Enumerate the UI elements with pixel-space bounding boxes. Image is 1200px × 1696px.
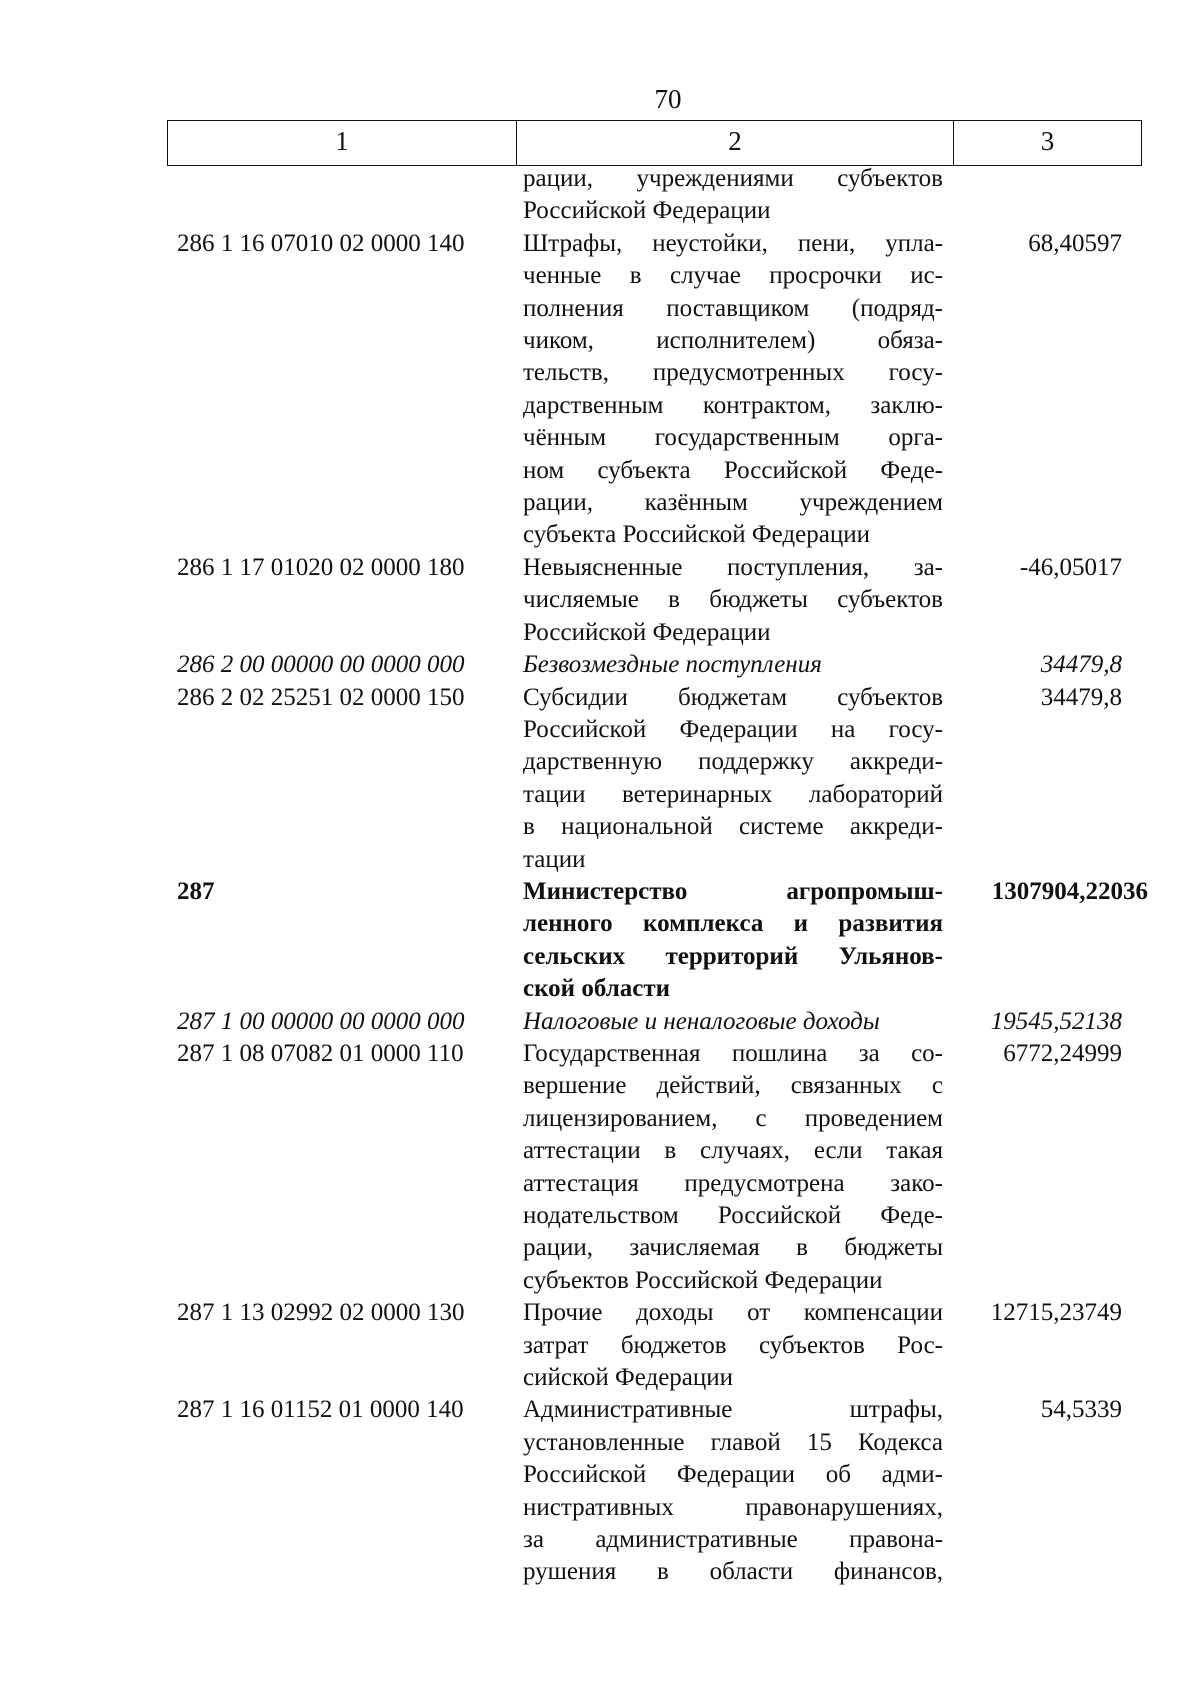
description-line: установленные главой 15 Кодекса [523, 1428, 943, 1456]
description-line: рации, зачисляемая в бюджеты [523, 1234, 943, 1262]
description-line: Российской Федерации [523, 197, 771, 225]
description-line: затрат бюджетов субъектов Рос- [523, 1331, 943, 1359]
table-row [167, 1038, 1152, 1297]
table-header-col-1: 1 [168, 121, 517, 165]
table-row [167, 552, 1152, 649]
description-line: Российской Федерации об адми- [523, 1461, 943, 1489]
description-line: дарственную поддержку аккреди- [523, 748, 943, 776]
description-line: чиком, исполнителем) обяза- [523, 327, 943, 355]
row-description [523, 1038, 943, 1297]
description-line: тельств, предусмотренных госу- [523, 359, 943, 387]
description-line: чённым государственным орга- [523, 424, 943, 452]
description-line: Невыясненные поступления, за- [523, 553, 943, 581]
row-code: 286 1 17 01020 02 0000 180 [177, 553, 465, 581]
row-amount: 34479,8 [1040, 651, 1122, 679]
description-line: дарственным контрактом, заклю- [523, 391, 943, 419]
description-line: Российской Федерации [523, 618, 771, 646]
description-line: полнения поставщиком (подряд- [523, 294, 943, 322]
row-description [523, 1394, 943, 1588]
description-line: лицензированием, с проведением [523, 1104, 943, 1132]
table-body [167, 163, 1152, 1589]
row-amount: 34479,8 [1040, 683, 1122, 711]
description-line: Штрафы, неустойки, пени, упла- [523, 229, 943, 257]
row-amount: -46,05017 [1019, 553, 1122, 581]
description-line: числяемые в бюджеты субъектов [523, 586, 943, 614]
table-header-col-2: 2 [517, 121, 954, 165]
row-amount: 54,5339 [1040, 1396, 1122, 1424]
row-code: 286 1 16 07010 02 0000 140 [177, 229, 465, 257]
row-code: 286 2 00 00000 00 0000 000 [177, 651, 465, 679]
row-description [523, 649, 943, 681]
row-amount: 12715,23749 [990, 1299, 1122, 1327]
row-code: 287 1 08 07082 01 0000 110 [177, 1039, 464, 1067]
row-description [523, 228, 943, 552]
description-line: Государственная пошлина за со- [523, 1039, 943, 1067]
row-description [523, 552, 943, 649]
description-line: рации, учреждениями субъектов [523, 165, 943, 192]
row-description [523, 163, 943, 228]
row-code: 287 1 16 01152 01 0000 140 [177, 1396, 464, 1424]
row-code: 287 1 13 02992 02 0000 130 [177, 1299, 465, 1327]
description-line: нистративных правонарушениях, [523, 1493, 943, 1521]
table-row [167, 876, 1152, 1006]
row-amount: 68,40597 [1028, 229, 1122, 257]
row-code: 287 [177, 877, 215, 905]
description-line: Безвозмездные поступления [523, 651, 822, 679]
table-header-col-3: 3 [1040, 126, 1055, 156]
description-line: в национальной системе аккреди- [523, 813, 943, 841]
page-number: 70 [654, 84, 682, 114]
description-line: Российской Федерации на госу- [523, 715, 943, 743]
table-header [167, 120, 1142, 166]
description-line: ской области [523, 975, 671, 1003]
row-description [523, 1006, 943, 1038]
description-line: сийской Федерации [523, 1364, 734, 1392]
description-line: нодательством Российской Феде- [523, 1202, 943, 1229]
description-line: сельских территорий Ульянов- [523, 942, 943, 970]
description-line: Министерство агропромыш- [523, 877, 943, 905]
row-amount: 6772,24999 [1003, 1039, 1122, 1067]
table-row [167, 1394, 1152, 1588]
description-line: ном субъекта Российской Феде- [523, 456, 943, 484]
row-code: 287 1 00 00000 00 0000 000 [177, 1007, 465, 1035]
table-row [167, 682, 1152, 876]
description-line: тации ветеринарных лабораторий [523, 780, 943, 808]
table-row [167, 1297, 1152, 1394]
description-line: аттестация предусмотрена зако- [523, 1169, 943, 1197]
description-line: тации [523, 845, 586, 873]
description-line: Субсидии бюджетам субъектов [523, 683, 943, 711]
table-row [167, 163, 1152, 228]
description-line: Прочие доходы от компенсации [523, 1299, 943, 1327]
table-row [167, 228, 1152, 552]
row-amount: 19545,52138 [990, 1007, 1122, 1035]
row-description [523, 682, 943, 876]
row-code: 286 2 02 25251 02 0000 150 [177, 683, 465, 711]
description-line: вершение действий, связанных с [523, 1072, 943, 1100]
description-line: субъектов Российской Федерации [523, 1266, 883, 1294]
description-line: ченные в случае просрочки ис- [523, 262, 943, 290]
row-description [523, 1297, 943, 1394]
description-line: рушения в области финансов, [523, 1558, 943, 1586]
description-line: Налоговые и неналоговые доходы [523, 1007, 880, 1035]
description-line: аттестации в случаях, если такая [523, 1137, 943, 1165]
table-row [167, 1006, 1152, 1038]
description-line: рации, казённым учреждением [523, 489, 943, 517]
table-row [167, 649, 1152, 681]
description-line: субъекта Российской Федерации [523, 521, 870, 549]
description-line: за административные правона- [523, 1526, 943, 1554]
description-line: ленного комплекса и развития [523, 910, 943, 938]
row-description [523, 876, 943, 1006]
description-line: Административные штрафы, [523, 1396, 943, 1424]
row-amount: 1307904,22036 [991, 877, 1148, 905]
